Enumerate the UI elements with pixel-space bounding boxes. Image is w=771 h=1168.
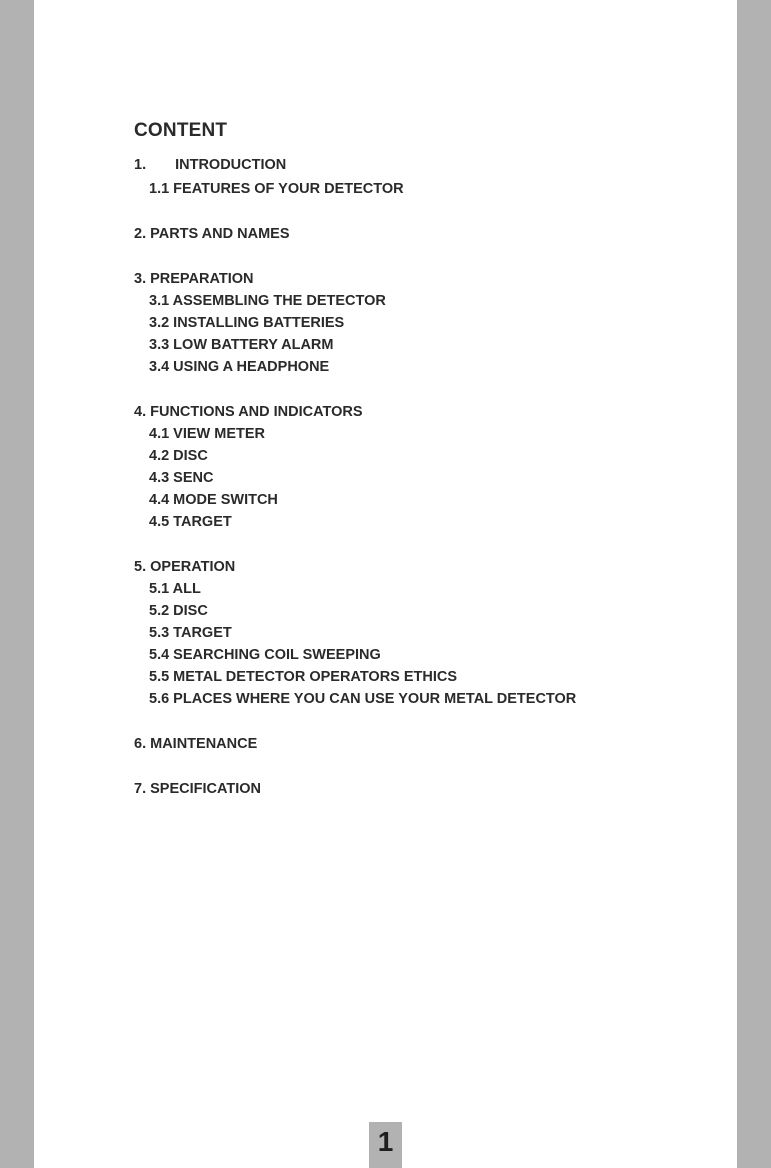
toc-entry-5-6[interactable]: 5.6 PLACES WHERE YOU CAN USE YOUR METAL DETECTOR	[149, 691, 577, 707]
toc-entry-3[interactable]: 3. PREPARATION	[134, 271, 254, 287]
toc-heading: CONTENT	[134, 120, 228, 141]
toc-entry-4-2[interactable]: 4.2 DISC	[149, 448, 208, 464]
toc-entry-4-3[interactable]: 4.3 SENC	[149, 470, 214, 486]
toc-entry-7[interactable]: 7. SPECIFICATION	[134, 781, 262, 797]
toc-entry-4-5[interactable]: 4.5 TARGET	[149, 514, 232, 530]
toc-entry-5-5[interactable]: 5.5 METAL DETECTOR OPERATORS ETHICS	[149, 669, 458, 685]
toc-entry-5-3[interactable]: 5.3 TARGET	[149, 625, 232, 641]
toc-entry-1-title: INTRODUCTION	[175, 157, 287, 173]
toc-entry-1-1[interactable]: 1.1 FEATURES OF YOUR DETECTOR	[149, 181, 404, 197]
toc-entry-4[interactable]: 4. FUNCTIONS AND INDICATORS	[134, 404, 363, 420]
toc-entry-1-number: 1.	[134, 157, 147, 173]
toc-entry-5-1[interactable]: 5.1 ALL	[149, 581, 201, 597]
toc-entry-2[interactable]: 2. PARTS AND NAMES	[134, 226, 290, 242]
toc-entry-5[interactable]: 5. OPERATION	[134, 559, 236, 575]
toc-entry-4-1[interactable]: 4.1 VIEW METER	[149, 426, 266, 442]
toc-entry-3-1[interactable]: 3.1 ASSEMBLING THE DETECTOR	[149, 293, 386, 309]
toc-entry-3-2[interactable]: 3.2 INSTALLING BATTERIES	[149, 315, 345, 331]
page-number: 1	[369, 1122, 402, 1168]
toc-entry-5-2[interactable]: 5.2 DISC	[149, 603, 208, 619]
toc-entry-1[interactable]	[134, 156, 286, 174]
toc-entry-4-4[interactable]: 4.4 MODE SWITCH	[149, 492, 278, 508]
document-page	[34, 0, 737, 1168]
toc-entry-6[interactable]: 6. MAINTENANCE	[134, 736, 258, 752]
toc-entry-5-4[interactable]: 5.4 SEARCHING COIL SWEEPING	[149, 647, 381, 663]
toc-entry-3-4[interactable]: 3.4 USING A HEADPHONE	[149, 359, 330, 375]
toc-entry-3-3[interactable]: 3.3 LOW BATTERY ALARM	[149, 337, 334, 353]
